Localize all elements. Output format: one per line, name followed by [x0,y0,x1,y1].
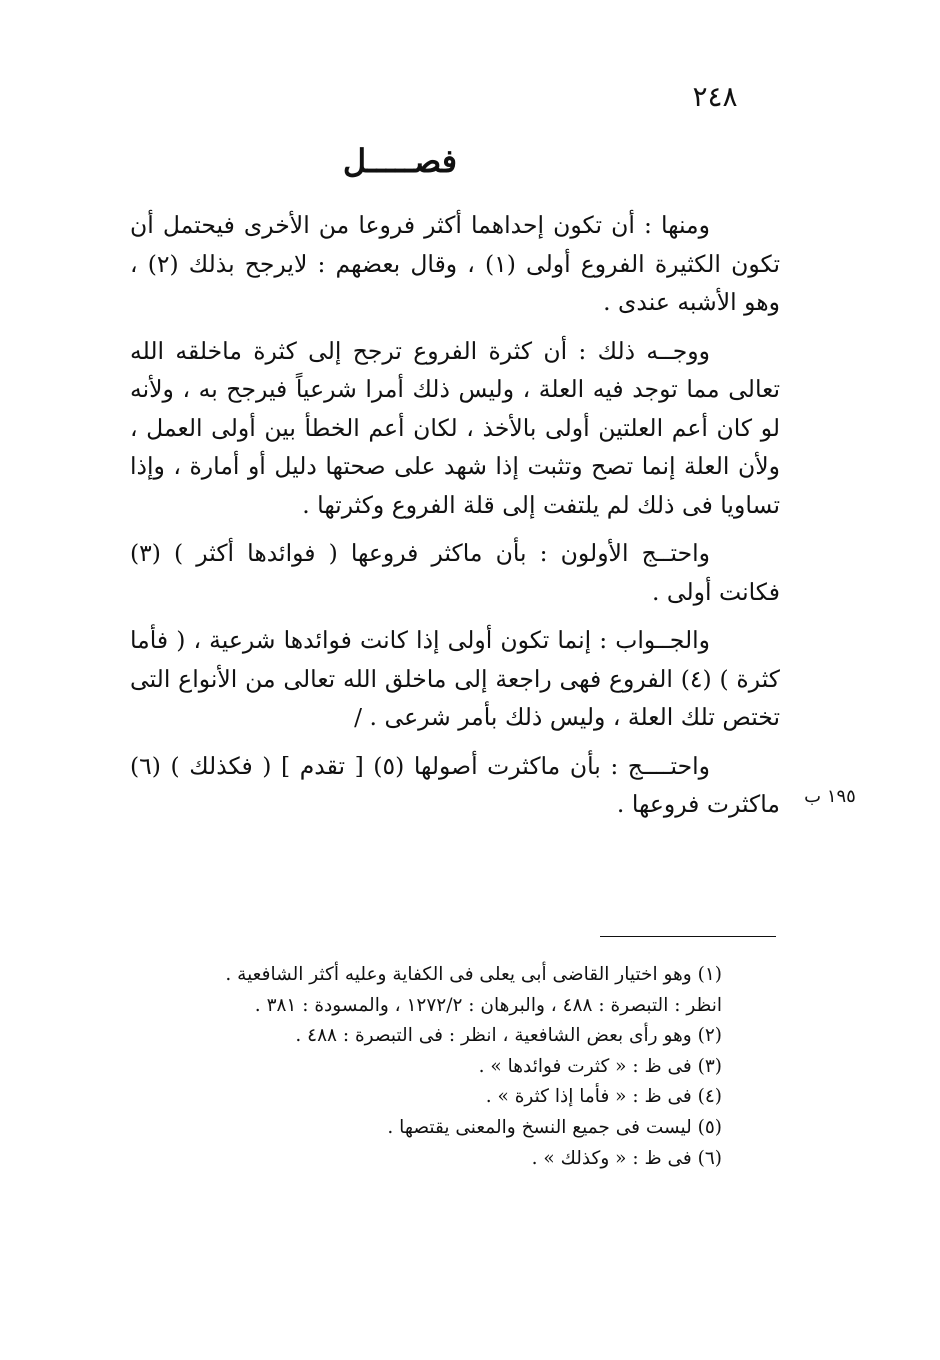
paragraph: ووجــه ذلك : أن كثرة الفروع ترجح إلى كثرة ماخلقه الله تعالى مما توجد فيه العلة ، وليس ذلك أمرا شرعياً فيرجح به ، ولأنه لو كان أعم العلتين أولى بالأخذ ، لكان أعم الخطأ بين أولى العمل ، ولأن العلة إنما تصح وتثبت إذا شهد على صحتها دليل أو أمارة ، وإذا تساويا فى ذلك لم يلتفت إلى قلة الفروع وكثرتها . [130,336,780,519]
footnote: (٤) فى ظ : « فأما إذا كثرة » . [485,1086,722,1108]
manuscript-folio-note: ١٩٥ ب [804,786,856,807]
footnote: انظر : التبصرة : ٤٨٨ ، والبرهان : ١٢٧٢/٢ ، والمسودة : ٣٨١ . [254,994,722,1016]
footnote: (١) وهو اختيار القاضى أبى يعلى فى الكفاية وعليه أكثر الشافعية . [225,964,722,985]
footnote: (٢) وهو رأى بعض الشافعية ، انظر : فى التبصرة : ٤٨٨ . [295,1025,722,1047]
footnotes [130,960,722,1174]
footnote: (٣) فى ظ : « كثرت فوائدها » . [478,1055,722,1077]
footnote: (٦) فى ظ : « وكذلك » . [531,1147,722,1169]
paragraph: ومنها : أن تكون إحداهما أكثر فروعا من الأخرى فيحتمل أن تكون الكثيرة الفروع أولى (١) ، وقال بعضهم : لايرجح بذلك (٢) ، وهو الأشبه عندى . [130,211,780,316]
paragraph: واحتــــج : بأن ماكثرت أصولها (٥) [ تقدم ] ( فكذلك ) (٦) ماكثرت فروعها . [130,751,780,818]
section-title: فصـــــل [342,142,458,180]
paragraph: واحتــج الأولون : بأن ماكثر فروعها ( فوائدها أكثر ) (٣) فكانت أولى . [130,539,780,606]
page-number: ٢٤٨ [692,80,738,113]
footnote: (٥) ليست فى جميع النسخ والمعنى يقتصها . [387,1116,722,1138]
main-text [130,206,780,834]
footnote-divider [600,936,776,937]
paragraph: والجــواب : إنما تكون أولى إذا كانت فوائدها شرعية ، ( فأما كثرة ) (٤) الفروع فهى راجعة إلى ماخلق الله تعالى من الأنواع التى تختص تلك العلة ، وليس ذلك بأمر شرعى . / [130,626,780,731]
